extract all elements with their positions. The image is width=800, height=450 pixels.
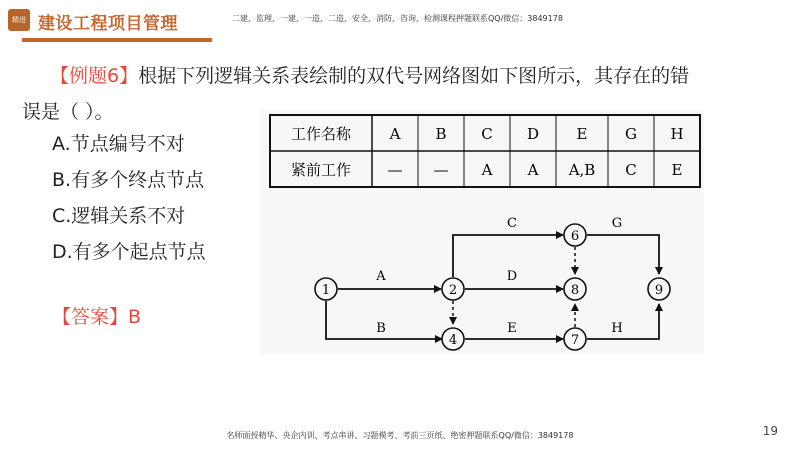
page-number: 19 — [762, 424, 778, 438]
dummy-arrows — [453, 247, 575, 327]
pred-g: C — [625, 161, 637, 179]
node-7-label: 7 — [570, 333, 580, 348]
table-header-predecessor: 紧前工作 — [290, 161, 352, 179]
option-d: D.有多个起点节点 — [52, 241, 206, 263]
pred-a: — — [387, 161, 403, 179]
node-2-label: 2 — [448, 283, 458, 298]
label-c: C — [507, 216, 517, 231]
option-c: C.逻辑关系不对 — [52, 205, 186, 227]
pred-e: A,B — [568, 161, 596, 179]
node-4-label: 4 — [448, 333, 458, 348]
work-g: G — [625, 125, 637, 143]
label-a: A — [376, 269, 386, 284]
label-h: H — [611, 321, 623, 336]
footer-note: 名师面授精华、央企内训、考点串讲、习题模考、考前三页纸、绝密押题联系QQ/微信：3849178 — [226, 431, 574, 440]
options-list — [52, 126, 206, 270]
figure-svg — [260, 110, 704, 354]
option-b: B.有多个终点节点 — [52, 169, 205, 191]
answer — [52, 302, 141, 329]
question-tag: 【例题6】 — [50, 65, 139, 87]
work-h: H — [670, 125, 684, 143]
header-underline — [22, 38, 212, 42]
label-e: E — [507, 321, 517, 336]
work-b: B — [435, 125, 447, 143]
table-header-work: 工作名称 — [290, 125, 352, 143]
pred-h: E — [671, 161, 683, 179]
logo — [8, 9, 30, 31]
brand-title: 建设工程项目管理 — [38, 14, 178, 34]
answer-value: B — [128, 306, 142, 328]
question-text-line2: 误是（ ）。 — [22, 101, 114, 123]
option-a: A.节点编号不对 — [52, 133, 185, 155]
work-d: D — [526, 125, 540, 143]
answer-label: 【答案】 — [52, 306, 129, 328]
node-1-label: 1 — [321, 283, 331, 298]
label-g: G — [611, 216, 623, 231]
pred-c: A — [481, 161, 493, 179]
arrow-h — [587, 304, 659, 339]
work-e: E — [576, 125, 588, 143]
node-9-label: 9 — [654, 283, 664, 298]
arrow-g — [587, 235, 659, 274]
question-text-line1: 根据下列逻辑关系表绘制的双代号网络图如下图所示，其存在的错 — [138, 65, 690, 87]
logo-text: 精进 — [12, 16, 26, 24]
pred-d: A — [527, 161, 539, 179]
node-8-label: 8 — [570, 283, 580, 298]
node-6-label: 6 — [570, 229, 580, 244]
work-a: A — [389, 125, 401, 143]
work-c: C — [481, 125, 493, 143]
header-note: 二建、监理、一建、一造、二造、安全、消防、咨询、检测课程押题联系QQ/微信：3849178 — [232, 14, 563, 23]
pred-b: — — [433, 161, 449, 179]
figure — [260, 110, 704, 354]
label-d: D — [506, 269, 518, 284]
label-b: B — [376, 321, 386, 336]
